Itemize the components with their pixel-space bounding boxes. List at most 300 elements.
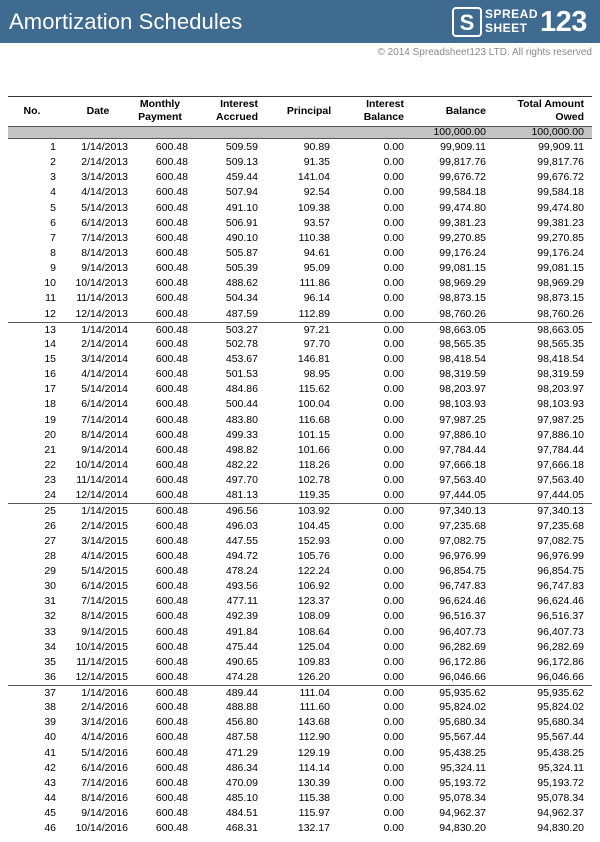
table-row <box>8 307 592 322</box>
initial-balance-row <box>8 126 592 139</box>
cell-interest-balance: 0.00 <box>383 201 404 214</box>
cell-interest-accrued: 488.88 <box>225 701 258 714</box>
cell-date: 9/14/2013 <box>81 262 128 275</box>
cell-principal: 90.89 <box>303 141 330 153</box>
cell-no: 46 <box>44 822 56 835</box>
cell-interest-accrued: 505.39 <box>225 262 258 275</box>
cell-interest-balance: 0.00 <box>383 277 404 290</box>
cell-interest-balance: 0.00 <box>383 337 404 350</box>
cell-interest-balance: 0.00 <box>383 534 404 547</box>
cell-principal: 95.09 <box>303 262 330 275</box>
cell-no: 8 <box>50 246 56 259</box>
cell-total-owed: 97,082.75 <box>537 534 584 547</box>
cell-monthly-payment: 600.48 <box>155 489 188 502</box>
cell-balance: 96,976.99 <box>439 549 486 562</box>
cell-date: 3/14/2013 <box>81 171 128 184</box>
table-row <box>8 549 592 564</box>
cell-date: 5/14/2014 <box>81 383 128 396</box>
cell-balance: 99,176.24 <box>439 246 486 259</box>
cell-interest-balance: 0.00 <box>383 216 404 229</box>
cell-interest-accrued: 490.65 <box>225 655 258 668</box>
cell-total-owed: 98,103.93 <box>537 398 584 411</box>
cell-monthly-payment: 600.48 <box>155 670 188 683</box>
cell-date: 6/14/2016 <box>81 761 128 774</box>
table-row <box>8 761 592 776</box>
cell-interest-balance: 0.00 <box>383 231 404 244</box>
cell-balance: 95,438.25 <box>439 746 486 759</box>
cell-principal: 106.92 <box>297 580 330 593</box>
cell-principal: 112.90 <box>298 731 330 744</box>
cell-total-owed: 97,340.13 <box>537 505 584 518</box>
cell-principal: 108.64 <box>297 625 330 638</box>
cell-total-owed: 99,081.15 <box>537 262 584 275</box>
cell-interest-accrued: 502.78 <box>225 337 258 350</box>
cell-total-owed: 95,324.11 <box>538 761 584 774</box>
cell-monthly-payment: 600.48 <box>155 595 188 608</box>
cell-principal: 101.66 <box>297 443 330 456</box>
cell-monthly-payment: 600.48 <box>155 443 188 456</box>
cell-date: 3/14/2014 <box>81 352 128 365</box>
cell-total-owed: 99,474.80 <box>537 201 584 214</box>
spreadsheet123-logo <box>452 5 594 39</box>
logo-word-spread: SPREAD <box>485 7 539 21</box>
table-row <box>8 261 592 276</box>
cell-date: 3/14/2015 <box>81 534 128 547</box>
cell-total-owed: 94,830.20 <box>537 822 584 835</box>
cell-no: 18 <box>44 398 56 411</box>
table-row <box>8 534 592 549</box>
table-row <box>8 640 592 655</box>
cell-date: 9/14/2014 <box>81 443 128 456</box>
cell-balance: 98,103.93 <box>439 398 486 411</box>
cell-balance: 94,962.37 <box>439 807 486 820</box>
logo-mark-letter: S <box>459 10 475 35</box>
cell-total-owed: 97,444.05 <box>537 489 584 502</box>
cell-interest-balance: 0.00 <box>383 505 404 518</box>
cell-principal: 102.78 <box>297 474 330 487</box>
cell-date: 7/14/2014 <box>81 413 128 426</box>
cell-balance: 97,886.10 <box>439 428 486 441</box>
cell-monthly-payment: 600.48 <box>155 580 188 593</box>
cell-no: 38 <box>44 701 56 714</box>
cell-no: 21 <box>44 443 56 456</box>
cell-monthly-payment: 600.48 <box>155 640 188 653</box>
cell-balance: 98,203.97 <box>439 383 486 396</box>
cell-no: 24 <box>44 489 56 502</box>
cell-no: 35 <box>44 655 56 668</box>
cell-total-owed: 99,817.76 <box>537 156 584 169</box>
cell-interest-accrued: 501.53 <box>225 368 258 381</box>
table-row <box>8 322 592 337</box>
cell-interest-accrued: 497.70 <box>225 474 258 487</box>
cell-interest-accrued: 489.44 <box>225 687 258 700</box>
cell-balance: 99,909.11 <box>440 141 486 153</box>
cell-principal: 114.14 <box>298 761 330 774</box>
cell-no: 1 <box>50 141 56 153</box>
cell-principal: 93.57 <box>303 216 330 229</box>
page-title: Amortization Schedules <box>9 9 243 34</box>
cell-total-owed: 98,565.35 <box>537 337 584 350</box>
cell-monthly-payment: 600.48 <box>155 458 188 471</box>
table-row <box>8 352 592 367</box>
cell-principal: 115.62 <box>298 383 330 396</box>
cell-principal: 146.81 <box>297 352 330 365</box>
table-row <box>8 746 592 761</box>
table-row <box>8 519 592 534</box>
cell-monthly-payment: 600.48 <box>155 610 188 623</box>
cell-total-owed: 99,584.18 <box>537 186 584 199</box>
cell-total-owed: 98,203.97 <box>537 383 584 396</box>
cell-balance: 99,676.72 <box>439 171 486 184</box>
cell-total-owed: 97,235.68 <box>537 519 584 532</box>
cell-interest-balance: 0.00 <box>383 413 404 426</box>
table-row <box>8 715 592 730</box>
logo-word-sheet: SHEET <box>485 21 528 35</box>
cell-principal: 96.14 <box>303 292 330 305</box>
cell-interest-balance: 0.00 <box>383 368 404 381</box>
cell-date: 6/14/2013 <box>81 216 128 229</box>
cell-principal: 111.04 <box>299 687 330 700</box>
cell-date: 4/14/2016 <box>81 731 128 744</box>
header-principal: Principal <box>286 105 332 117</box>
table-row <box>8 216 592 231</box>
cell-no: 15 <box>44 352 56 365</box>
cell-no: 6 <box>50 216 56 229</box>
cell-monthly-payment: 600.48 <box>155 352 188 365</box>
cell-no: 34 <box>44 640 56 653</box>
table-row <box>8 382 592 397</box>
cell-interest-balance: 0.00 <box>383 398 404 411</box>
cell-balance: 94,830.20 <box>439 822 486 835</box>
cell-interest-accrued: 481.13 <box>225 489 258 502</box>
cell-principal: 130.39 <box>297 776 330 789</box>
cell-date: 6/14/2015 <box>81 580 128 593</box>
header-interest-balance <box>332 98 404 124</box>
cell-interest-balance: 0.00 <box>383 443 404 456</box>
cell-no: 29 <box>44 564 56 577</box>
cell-interest-balance: 0.00 <box>383 549 404 562</box>
cell-balance: 99,381.23 <box>439 216 486 229</box>
cell-interest-balance: 0.00 <box>383 792 404 805</box>
cell-interest-balance: 0.00 <box>383 716 404 729</box>
cell-balance: 98,663.05 <box>439 323 486 336</box>
initial-total-owed: 100,000.00 <box>531 126 584 138</box>
cell-balance: 95,935.62 <box>439 687 486 700</box>
table-row <box>8 700 592 715</box>
table-row <box>8 201 592 216</box>
cell-monthly-payment: 600.48 <box>155 262 188 275</box>
cell-total-owed: 98,873.15 <box>537 292 584 305</box>
cell-balance: 95,078.34 <box>439 792 486 805</box>
cell-interest-balance: 0.00 <box>383 807 404 820</box>
cell-no: 30 <box>44 580 56 593</box>
cell-total-owed: 96,282.69 <box>537 640 584 653</box>
cell-date: 10/14/2014 <box>75 458 128 471</box>
cell-date: 11/14/2013 <box>76 292 128 305</box>
cell-balance: 96,624.46 <box>439 595 486 608</box>
cell-total-owed: 95,680.34 <box>537 716 584 729</box>
cell-interest-accrued: 496.03 <box>225 519 258 532</box>
cell-interest-accrued: 459.44 <box>225 171 258 184</box>
cell-balance: 96,282.69 <box>439 640 486 653</box>
cell-monthly-payment: 600.48 <box>155 171 188 184</box>
cell-no: 31 <box>44 595 56 608</box>
cell-balance: 97,784.44 <box>439 443 486 456</box>
cell-principal: 91.35 <box>303 156 330 169</box>
cell-total-owed: 96,747.83 <box>537 580 584 593</box>
cell-no: 42 <box>44 761 56 774</box>
cell-total-owed: 99,270.85 <box>537 231 584 244</box>
table-row <box>8 337 592 352</box>
cell-principal: 116.68 <box>298 413 330 426</box>
cell-interest-balance: 0.00 <box>383 564 404 577</box>
cell-interest-balance: 0.00 <box>383 246 404 259</box>
cell-no: 10 <box>44 277 56 290</box>
table-row <box>8 443 592 458</box>
cell-monthly-payment: 600.48 <box>155 549 188 562</box>
cell-no: 28 <box>44 549 56 562</box>
cell-balance: 98,760.26 <box>439 307 486 320</box>
table-row <box>8 806 592 821</box>
cell-monthly-payment: 600.48 <box>155 701 188 714</box>
cell-total-owed: 99,676.72 <box>537 171 584 184</box>
cell-total-owed: 98,760.26 <box>537 307 584 320</box>
cell-monthly-payment: 600.48 <box>155 761 188 774</box>
table-row <box>8 291 592 306</box>
table-row <box>8 367 592 382</box>
cell-monthly-payment: 600.48 <box>155 731 188 744</box>
cell-interest-balance: 0.00 <box>383 670 404 683</box>
cell-no: 9 <box>50 262 56 275</box>
cell-balance: 95,324.11 <box>440 761 486 774</box>
header-banner <box>0 0 600 43</box>
cell-interest-balance: 0.00 <box>383 776 404 789</box>
cell-balance: 97,340.13 <box>439 505 486 518</box>
table-row <box>8 776 592 791</box>
cell-interest-balance: 0.00 <box>383 761 404 774</box>
cell-monthly-payment: 600.48 <box>155 474 188 487</box>
cell-principal: 126.20 <box>297 670 330 683</box>
cell-no: 11 <box>45 292 56 305</box>
cell-total-owed: 97,563.40 <box>537 474 584 487</box>
cell-total-owed: 95,438.25 <box>537 746 584 759</box>
cell-principal: 98.95 <box>303 368 330 381</box>
cell-date: 8/14/2016 <box>81 792 128 805</box>
cell-principal: 104.45 <box>297 519 330 532</box>
table-row <box>8 670 592 685</box>
cell-interest-accrued: 482.22 <box>225 458 258 471</box>
cell-monthly-payment: 600.48 <box>155 323 188 336</box>
cell-total-owed: 96,172.86 <box>537 655 584 668</box>
cell-principal: 115.38 <box>298 792 330 805</box>
cell-monthly-payment: 600.48 <box>155 216 188 229</box>
cell-monthly-payment: 600.48 <box>155 792 188 805</box>
cell-no: 20 <box>44 428 56 441</box>
cell-interest-accrued: 487.59 <box>225 307 258 320</box>
header-total-line1: Total Amount <box>517 98 584 110</box>
cell-principal: 94.61 <box>303 246 330 259</box>
cell-no: 44 <box>44 792 56 805</box>
cell-total-owed: 96,624.46 <box>537 595 584 608</box>
cell-principal: 111.86 <box>299 277 330 290</box>
table-row <box>8 140 592 155</box>
cell-interest-balance: 0.00 <box>383 428 404 441</box>
cell-monthly-payment: 600.48 <box>155 307 188 320</box>
cell-total-owed: 96,046.66 <box>537 670 584 683</box>
cell-interest-accrued: 485.10 <box>225 792 258 805</box>
cell-principal: 109.38 <box>297 201 330 214</box>
cell-monthly-payment: 600.48 <box>155 277 188 290</box>
cell-interest-balance: 0.00 <box>383 580 404 593</box>
cell-total-owed: 95,567.44 <box>537 731 584 744</box>
cell-principal: 132.17 <box>297 822 330 835</box>
table-row <box>8 428 592 443</box>
table-row <box>8 473 592 488</box>
cell-monthly-payment: 600.48 <box>155 368 188 381</box>
table-row <box>8 625 592 640</box>
header-monthly-line1: Monthly <box>139 98 181 110</box>
cell-monthly-payment: 600.48 <box>155 687 188 700</box>
cell-no: 3 <box>50 171 56 184</box>
cell-monthly-payment: 600.48 <box>155 292 188 305</box>
table-row <box>8 821 592 836</box>
cell-interest-balance: 0.00 <box>383 307 404 320</box>
cell-interest-accrued: 499.33 <box>225 428 258 441</box>
cell-no: 12 <box>44 307 56 320</box>
cell-principal: 112.89 <box>298 307 330 320</box>
cell-principal: 110.38 <box>298 231 330 244</box>
cell-interest-accrued: 505.87 <box>225 246 258 259</box>
cell-total-owed: 99,381.23 <box>537 216 584 229</box>
cell-principal: 103.92 <box>297 505 330 518</box>
cell-principal: 92.54 <box>303 186 330 199</box>
cell-interest-accrued: 494.72 <box>225 549 258 562</box>
logo-s-mark-icon <box>452 7 482 37</box>
cell-balance: 96,747.83 <box>439 580 486 593</box>
cell-no: 17 <box>44 383 56 396</box>
header-total-line2: Owed <box>555 111 584 123</box>
cell-date: 9/14/2016 <box>81 807 128 820</box>
cell-monthly-payment: 600.48 <box>155 383 188 396</box>
cell-total-owed: 95,193.72 <box>537 776 584 789</box>
cell-no: 16 <box>44 368 56 381</box>
cell-no: 7 <box>50 231 56 244</box>
cell-monthly-payment: 600.48 <box>155 246 188 259</box>
cell-no: 5 <box>50 201 56 214</box>
cell-principal: 141.04 <box>297 171 330 184</box>
cell-total-owed: 97,987.25 <box>537 413 584 426</box>
cell-total-owed: 96,407.73 <box>537 625 584 638</box>
cell-interest-accrued: 506.91 <box>225 216 258 229</box>
cell-interest-balance: 0.00 <box>383 171 404 184</box>
cell-interest-accrued: 478.24 <box>225 564 258 577</box>
cell-balance: 98,873.15 <box>439 292 486 305</box>
cell-monthly-payment: 600.48 <box>155 519 188 532</box>
cell-interest-accrued: 503.27 <box>225 323 258 336</box>
table-row <box>8 655 592 670</box>
cell-interest-accrued: 468.31 <box>225 822 258 835</box>
cell-interest-accrued: 456.80 <box>225 716 258 729</box>
cell-monthly-payment: 600.48 <box>155 337 188 350</box>
cell-principal: 122.24 <box>297 564 330 577</box>
cell-interest-accrued: 487.58 <box>225 731 258 744</box>
cell-no: 45 <box>44 807 56 820</box>
header-interest-line2: Accrued <box>215 111 258 123</box>
table-row <box>8 685 592 700</box>
cell-no: 33 <box>44 625 56 638</box>
cell-balance: 97,666.18 <box>439 458 486 471</box>
cell-date: 10/14/2015 <box>75 640 128 653</box>
cell-principal: 101.15 <box>297 428 330 441</box>
cell-no: 36 <box>44 670 56 683</box>
cell-principal: 108.09 <box>297 610 330 623</box>
cell-monthly-payment: 600.48 <box>155 413 188 426</box>
cell-no: 25 <box>44 505 56 518</box>
cell-date: 7/14/2015 <box>81 595 128 608</box>
cell-date: 4/14/2013 <box>81 186 128 199</box>
cell-principal: 152.93 <box>297 534 330 547</box>
cell-monthly-payment: 600.48 <box>155 807 188 820</box>
header-no: No. <box>23 105 41 117</box>
cell-total-owed: 97,666.18 <box>537 458 584 471</box>
cell-date: 10/14/2016 <box>75 822 128 835</box>
cell-principal: 100.04 <box>297 398 330 411</box>
header-intbal-line1: Interest <box>366 98 404 110</box>
cell-interest-accrued: 475.44 <box>225 640 258 653</box>
cell-no: 23 <box>44 474 56 487</box>
cell-balance: 95,567.44 <box>439 731 486 744</box>
cell-balance: 97,987.25 <box>439 413 486 426</box>
cell-balance: 99,081.15 <box>439 262 486 275</box>
cell-monthly-payment: 600.48 <box>155 776 188 789</box>
cell-date: 11/14/2015 <box>76 655 128 668</box>
cell-interest-accrued: 507.94 <box>225 186 258 199</box>
cell-total-owed: 96,854.75 <box>537 564 584 577</box>
cell-total-owed: 94,962.37 <box>537 807 584 820</box>
header-balance: Balance <box>445 105 486 117</box>
cell-no: 2 <box>50 156 56 169</box>
cell-principal: 118.26 <box>298 458 330 471</box>
cell-interest-balance: 0.00 <box>383 262 404 275</box>
cell-balance: 95,680.34 <box>439 716 486 729</box>
cell-total-owed: 98,969.29 <box>537 277 584 290</box>
cell-balance: 98,565.35 <box>439 337 486 350</box>
table-header <box>8 96 592 127</box>
cell-date: 1/14/2013 <box>81 141 128 153</box>
cell-interest-balance: 0.00 <box>383 156 404 169</box>
table-row <box>8 413 592 428</box>
table-row <box>8 609 592 624</box>
cell-date: 8/14/2014 <box>81 428 128 441</box>
cell-monthly-payment: 600.48 <box>155 231 188 244</box>
cell-total-owed: 95,935.62 <box>537 687 584 700</box>
cell-date: 3/14/2016 <box>81 716 128 729</box>
table-row <box>8 791 592 806</box>
cell-date: 9/14/2015 <box>81 625 128 638</box>
cell-interest-balance: 0.00 <box>383 323 404 336</box>
cell-balance: 95,193.72 <box>439 776 486 789</box>
cell-date: 12/14/2013 <box>75 307 128 320</box>
copyright-notice: © 2014 Spreadsheet123 LTD. All rights reserved <box>377 47 592 58</box>
cell-interest-accrued: 490.10 <box>225 231 258 244</box>
table-row <box>8 276 592 291</box>
cell-balance: 96,172.86 <box>439 655 486 668</box>
cell-balance: 96,407.73 <box>439 625 486 638</box>
table-row <box>8 397 592 412</box>
cell-date: 7/14/2013 <box>81 231 128 244</box>
header-monthly-line2: Payment <box>138 111 182 123</box>
cell-no: 32 <box>44 610 56 623</box>
